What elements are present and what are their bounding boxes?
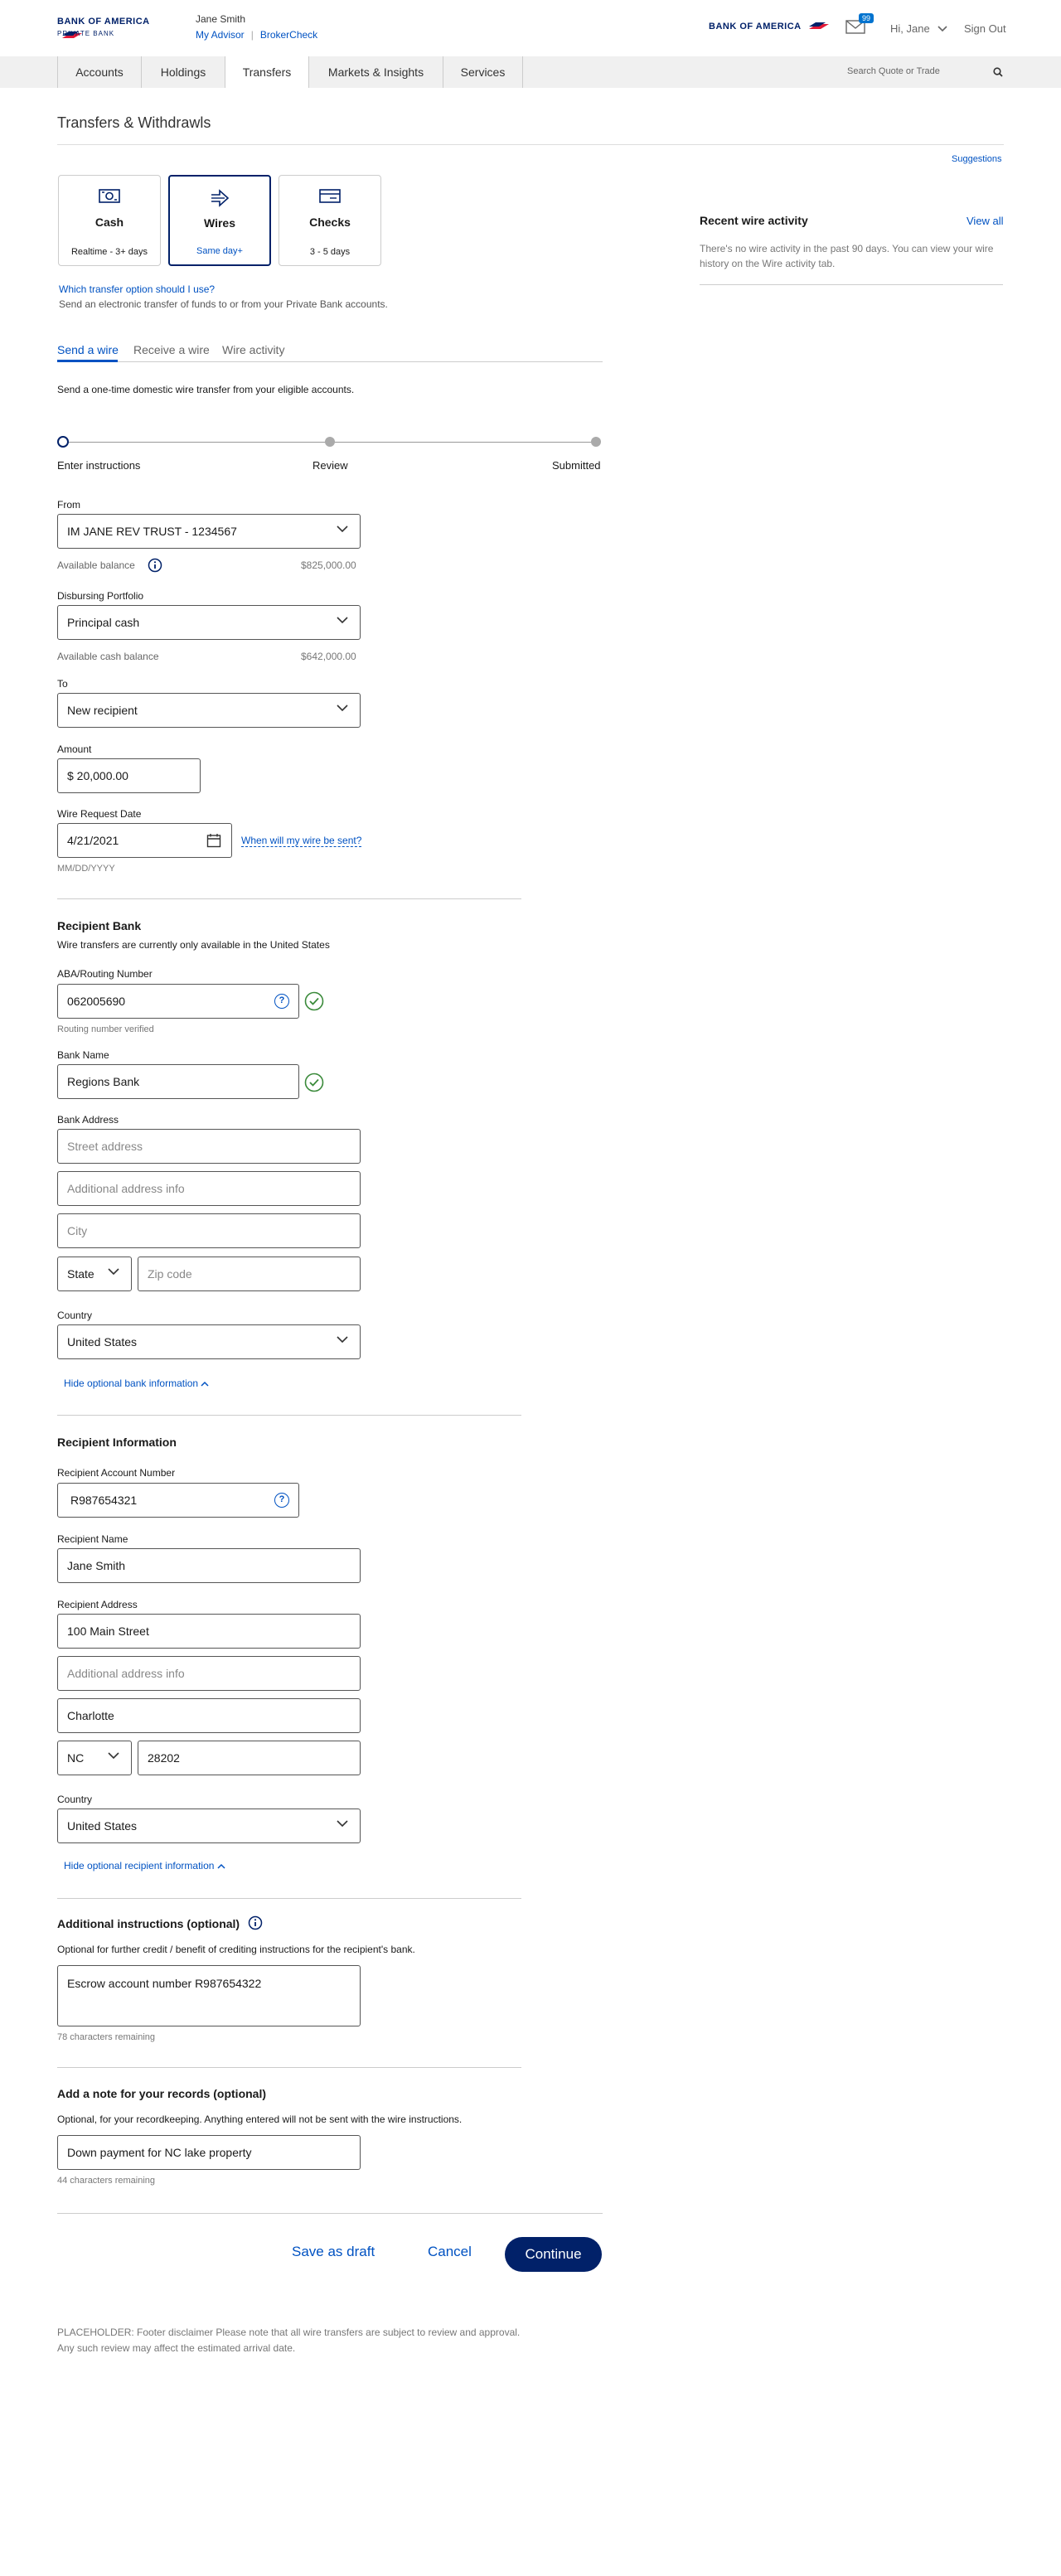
disbursing-portfolio-select[interactable]: Principal cash	[57, 605, 361, 640]
date-format-hint: MM/DD/YYYY	[57, 864, 115, 874]
step-label-enter-instructions: Enter instructions	[57, 459, 141, 472]
recipient-account-input[interactable]: R987654321 ?	[57, 1483, 299, 1518]
chevron-down-icon	[337, 1820, 348, 1828]
hide-bank-info-link[interactable]: Hide optional bank information	[64, 1378, 209, 1389]
info-icon[interactable]	[148, 558, 162, 573]
recipient-info-title: Recipient Information	[57, 1436, 177, 1449]
bank-name-label: Bank Name	[57, 1049, 109, 1061]
chevron-down-icon	[337, 705, 348, 712]
suggestions-link[interactable]: Suggestions	[952, 154, 1002, 164]
note-chars-remaining: 44 characters remaining	[57, 2176, 156, 2186]
available-cash-label: Available cash balance	[57, 651, 159, 662]
view-all-link[interactable]: View all	[967, 215, 1004, 227]
bank-country-label: Country	[57, 1310, 93, 1321]
tab-divider	[57, 361, 603, 362]
save-as-draft-button[interactable]: Save as draft	[292, 2244, 375, 2259]
recipient-street-input[interactable]: 100 Main Street	[57, 1614, 361, 1649]
user-block: Jane Smith My Advisor | BrokerCheck	[196, 13, 318, 41]
check-circle-icon	[304, 991, 324, 1011]
mail-count-badge: 99	[859, 13, 874, 23]
bank-city-input[interactable]: City	[57, 1213, 361, 1248]
step-dot-current	[57, 436, 69, 448]
additional-chars-remaining: 78 characters remaining	[57, 2032, 156, 2042]
recipient-country-select[interactable]: United States	[57, 1809, 361, 1843]
when-will-wire-be-sent-link[interactable]: When will my wire be sent?	[241, 835, 362, 846]
to-recipient-select[interactable]: New recipient	[57, 693, 361, 728]
tab-receive-a-wire[interactable]: Receive a wire	[133, 343, 210, 356]
divider	[700, 284, 1003, 285]
bank-additional-address-input[interactable]: Additional address info	[57, 1171, 361, 1206]
nav-tab-services[interactable]: Services	[443, 56, 523, 88]
continue-button[interactable]: Continue	[505, 2237, 602, 2272]
chevron-up-icon	[217, 1863, 225, 1869]
step-dot-submitted	[591, 437, 601, 447]
recipient-zip-input[interactable]: 28202	[138, 1741, 361, 1775]
bank-country-select[interactable]: United States	[57, 1324, 361, 1359]
bank-street-input[interactable]: Street address	[57, 1129, 361, 1164]
section-divider	[57, 1898, 521, 1899]
step-dot-review	[325, 437, 335, 447]
tab-description: Send a one-time domestic wire transfer from your eligible accounts.	[57, 384, 355, 395]
hide-recipient-info-link[interactable]: Hide optional recipient information	[64, 1860, 225, 1871]
section-divider	[57, 2067, 521, 2068]
boa-logo[interactable]: BANK OF AMERICA PRIVATE BANK	[57, 13, 173, 40]
option-card-cash[interactable]: Cash Realtime - 3+ days	[58, 175, 161, 266]
available-balance-label: Available balance	[57, 559, 135, 571]
user-name: Jane Smith	[196, 13, 246, 25]
brokercheck-link[interactable]: BrokerCheck	[259, 29, 318, 41]
bank-name-input[interactable]: Regions Bank	[57, 1064, 299, 1099]
recipient-additional-address-input[interactable]: Additional address info	[57, 1656, 361, 1691]
note-title: Add a note for your records (optional)	[57, 2087, 267, 2100]
wire-date-label: Wire Request Date	[57, 808, 142, 820]
help-icon[interactable]: ?	[274, 994, 289, 1009]
recipient-bank-title: Recipient Bank	[57, 919, 142, 932]
wire-transfer-icon	[208, 188, 231, 208]
cancel-button[interactable]: Cancel	[428, 2244, 472, 2259]
from-label: From	[57, 499, 80, 511]
bank-address-label: Bank Address	[57, 1114, 119, 1126]
tab-send-a-wire[interactable]: Send a wire	[57, 343, 119, 356]
wire-date-input[interactable]: 4/21/2021	[57, 823, 232, 858]
routing-verified-hint: Routing number verified	[57, 1024, 154, 1034]
recent-wire-activity-title: Recent wire activity	[700, 214, 808, 227]
chevron-down-icon	[337, 617, 348, 624]
which-option-link[interactable]: Which transfer option should I use?	[59, 283, 216, 295]
nav-tab-holdings[interactable]: Holdings	[141, 56, 225, 88]
step-label-submitted: Submitted	[552, 459, 601, 472]
help-icon[interactable]: ?	[274, 1493, 289, 1508]
recipient-city-input[interactable]: Charlotte	[57, 1698, 361, 1733]
bank-zip-input[interactable]: Zip code	[138, 1257, 361, 1291]
nav-tab-accounts[interactable]: Accounts	[57, 56, 141, 88]
option-card-checks[interactable]: Checks 3 - 5 days	[279, 175, 381, 266]
nav-tab-transfers[interactable]: Transfers	[225, 56, 308, 88]
nav-tab-markets-insights[interactable]: Markets & Insights	[308, 56, 443, 88]
quote-search-input[interactable]: Search Quote or Trade	[847, 66, 940, 76]
recipient-state-select[interactable]: NC	[57, 1741, 132, 1775]
chevron-down-icon	[937, 26, 947, 32]
search-icon[interactable]	[993, 67, 1003, 77]
footer-disclaimer: PLACEHOLDER: Footer disclaimer Please note that all wire transfers are subject to review and approval. Any such review may affect the estimated arrival date.	[57, 2327, 521, 2354]
from-account-select[interactable]: IM JANE REV TRUST - 1234567	[57, 514, 361, 549]
recipient-name-label: Recipient Name	[57, 1533, 128, 1545]
check-icon	[318, 187, 342, 206]
bank-state-select[interactable]: State	[57, 1257, 132, 1291]
calendar-icon[interactable]	[206, 833, 221, 848]
recipient-country-label: Country	[57, 1794, 93, 1805]
flag-icon	[807, 22, 831, 31]
recipient-address-label: Recipient Address	[57, 1599, 138, 1610]
step-label-review: Review	[312, 459, 348, 472]
check-circle-icon	[304, 1073, 324, 1092]
chevron-down-icon	[337, 1336, 348, 1344]
amount-input[interactable]: $ 20,000.00	[57, 758, 201, 793]
note-input[interactable]: Down payment for NC lake property	[57, 2135, 361, 2170]
additional-instructions-subtitle: Optional for further credit / benefit of crediting instructions for the recipient's bank.	[57, 1944, 415, 1955]
sign-out-link[interactable]: Sign Out	[964, 22, 1006, 35]
page-header	[0, 0, 1061, 56]
amount-label: Amount	[57, 743, 92, 755]
additional-instructions-textarea[interactable]: Escrow account number R987654322	[57, 1965, 361, 2026]
chevron-down-icon	[337, 525, 348, 533]
active-tab-indicator	[57, 360, 118, 362]
to-label: To	[57, 678, 68, 690]
recipient-account-label: Recipient Account Number	[57, 1467, 176, 1479]
routing-number-label: ABA/Routing Number	[57, 968, 153, 980]
chevron-up-icon	[201, 1381, 209, 1387]
available-balance-value: $825,000.00	[301, 559, 356, 571]
user-menu[interactable]: Hi, Jane	[890, 22, 947, 35]
my-advisor-link[interactable]: My Advisor	[196, 29, 245, 41]
cash-icon	[98, 187, 121, 206]
option-card-wires[interactable]: Wires Same day+	[168, 175, 271, 266]
additional-instructions-title: Additional instructions (optional)	[57, 1917, 240, 1930]
recipient-bank-subtitle: Wire transfers are currently only available in the United States	[57, 939, 330, 951]
divider	[57, 144, 1004, 145]
page-title: Transfers & Withdrawls	[57, 114, 211, 131]
note-subtitle: Optional, for your recordkeeping. Anything entered will not be sent with the wire instructions.	[57, 2114, 463, 2125]
chevron-down-icon	[108, 1268, 119, 1276]
routing-number-input[interactable]: 062005690 ?	[57, 984, 299, 1019]
disbursing-portfolio-label: Disbursing Portfolio	[57, 590, 144, 602]
info-icon[interactable]	[248, 1915, 263, 1930]
section-divider	[57, 1415, 521, 1416]
section-divider	[57, 898, 521, 899]
chevron-down-icon	[108, 1752, 119, 1760]
recipient-name-input[interactable]: Jane Smith	[57, 1548, 361, 1583]
boa-logo-right: BANK OF AMERICA	[709, 22, 831, 31]
tab-wire-activity[interactable]: Wire activity	[222, 343, 285, 356]
recent-activity-message: There's no wire activity in the past 90 days. You can view your wire history on the Wire activity tab.	[700, 243, 994, 269]
available-cash-value: $642,000.00	[301, 651, 356, 662]
main-nav	[0, 56, 1061, 88]
which-option-description: Send an electronic transfer of funds to or from your Private Bank accounts.	[59, 298, 388, 310]
actions-divider	[57, 2213, 603, 2214]
